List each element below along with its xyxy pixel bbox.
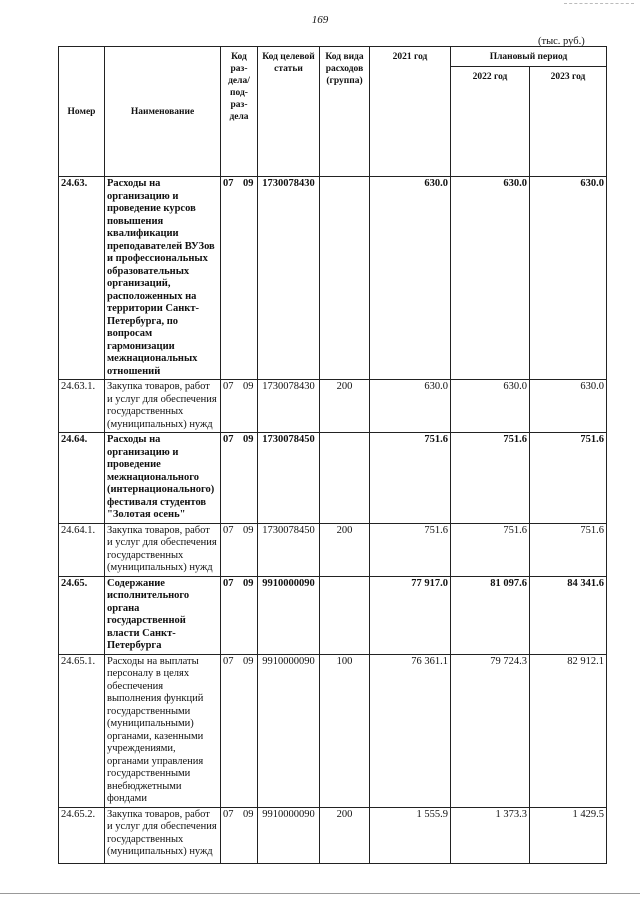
page-number: 169 (311, 14, 329, 26)
row-value-2022: 1 373.3 (451, 807, 530, 863)
row-value-2021: 1 555.9 (370, 807, 451, 863)
row-target-code: 1730078450 (258, 523, 320, 576)
row-razdel: 07 (223, 178, 234, 189)
row-value-2021: 77 917.0 (370, 576, 451, 654)
row-razdel: 07 (223, 381, 234, 392)
header-plan-period: Плановый период (451, 47, 607, 67)
row-razdel: 07 (223, 808, 234, 820)
row-value-2022: 79 724.3 (451, 654, 530, 807)
header-section-code: Код раз-дела/ под-раз-дела (221, 47, 258, 177)
row-section-code (221, 433, 258, 524)
header-name: Наименование (105, 47, 221, 177)
row-value-2023: 84 341.6 (530, 576, 607, 654)
row-value-2023: 630.0 (530, 177, 607, 380)
row-number: 24.63.1. (59, 380, 105, 433)
units-label: (тыс. руб.) (538, 36, 585, 47)
row-name: Закупка товаров, работ и услуг для обеспечения государственных (муниципальных) нужд (105, 380, 221, 433)
table-row (59, 654, 607, 807)
row-expense-code (320, 576, 370, 654)
row-expense-code (320, 177, 370, 380)
row-razdel: 07 (223, 434, 234, 445)
row-number: 24.64.1. (59, 523, 105, 576)
row-razdel: 07 (223, 655, 234, 667)
row-value-2022: 630.0 (451, 177, 530, 380)
row-value-2021: 751.6 (370, 433, 451, 524)
row-razdel: 07 (223, 524, 234, 536)
row-name: Содержание исполнительного органа государственной власти Санкт-Петербурга (105, 576, 221, 654)
table-row (59, 523, 607, 576)
row-podrazdel: 09 (243, 381, 254, 392)
row-section-code (221, 380, 258, 433)
header-year-2022: 2022 год (451, 67, 530, 177)
row-value-2021: 76 361.1 (370, 654, 451, 807)
row-section-code (221, 177, 258, 380)
row-name: Расходы на выплаты персоналу в целях обеспечения выполнения функций государственными (муниципальными) органами, казенными учреждениями, органами управления государственными внебюджетными фондами (105, 654, 221, 807)
row-podrazdel: 09 (243, 808, 254, 820)
row-value-2023: 751.6 (530, 523, 607, 576)
row-expense-code: 200 (320, 380, 370, 433)
row-number: 24.63. (59, 177, 105, 380)
row-razdel: 07 (223, 577, 234, 589)
row-number: 24.65.1. (59, 654, 105, 807)
row-target-code: 1730078430 (258, 177, 320, 380)
table-row (59, 380, 607, 433)
row-value-2022: 751.6 (451, 433, 530, 524)
scan-bottom-line (0, 893, 640, 894)
row-name: Расходы на организацию и проведение межнационального (интернационального) фестиваля студентов "Золотая осень" (105, 433, 221, 524)
header-year-2023: 2023 год (530, 67, 607, 177)
row-number: 24.65. (59, 576, 105, 654)
row-name: Расходы на организацию и проведение курсов повышения квалификации преподавателей ВУЗов и профессиональных образовательных организаций, расположенных на территории Санкт-Петербурга, по вопросам гармонизации межнациональных отношений (105, 177, 221, 380)
table-row (59, 807, 607, 863)
row-target-code: 1730078450 (258, 433, 320, 524)
header-number: Номер (59, 47, 105, 177)
row-value-2022: 630.0 (451, 380, 530, 433)
row-name: Закупка товаров, работ и услуг для обеспечения государственных (муниципальных) нужд (105, 807, 221, 863)
row-section-code (221, 807, 258, 863)
row-expense-code: 200 (320, 807, 370, 863)
table-body (59, 177, 607, 864)
row-target-code: 9910000090 (258, 576, 320, 654)
table-row (59, 433, 607, 524)
scan-artifact-line (564, 3, 634, 4)
row-value-2022: 81 097.6 (451, 576, 530, 654)
row-target-code: 1730078430 (258, 380, 320, 433)
row-podrazdel: 09 (243, 577, 254, 589)
row-target-code: 9910000090 (258, 807, 320, 863)
header-expense-code: Код вида расходов (группа) (320, 47, 370, 177)
row-podrazdel: 09 (243, 178, 254, 189)
row-value-2021: 630.0 (370, 177, 451, 380)
row-section-code (221, 654, 258, 807)
row-value-2021: 630.0 (370, 380, 451, 433)
row-podrazdel: 09 (243, 524, 254, 536)
row-expense-code: 100 (320, 654, 370, 807)
row-value-2023: 751.6 (530, 433, 607, 524)
row-name: Закупка товаров, работ и услуг для обеспечения государственных (муниципальных) нужд (105, 523, 221, 576)
header-year-2021: 2021 год (370, 47, 451, 177)
row-section-code (221, 576, 258, 654)
row-section-code (221, 523, 258, 576)
row-expense-code: 200 (320, 523, 370, 576)
row-podrazdel: 09 (243, 434, 254, 445)
row-value-2023: 630.0 (530, 380, 607, 433)
row-expense-code (320, 433, 370, 524)
header-target-code: Код целевой статьи (258, 47, 320, 177)
row-value-2022: 751.6 (451, 523, 530, 576)
budget-table (58, 46, 607, 864)
row-value-2023: 1 429.5 (530, 807, 607, 863)
table-row (59, 576, 607, 654)
row-number: 24.65.2. (59, 807, 105, 863)
row-number: 24.64. (59, 433, 105, 524)
row-value-2021: 751.6 (370, 523, 451, 576)
row-podrazdel: 09 (243, 655, 254, 667)
row-target-code: 9910000090 (258, 654, 320, 807)
row-value-2023: 82 912.1 (530, 654, 607, 807)
table-row (59, 177, 607, 380)
